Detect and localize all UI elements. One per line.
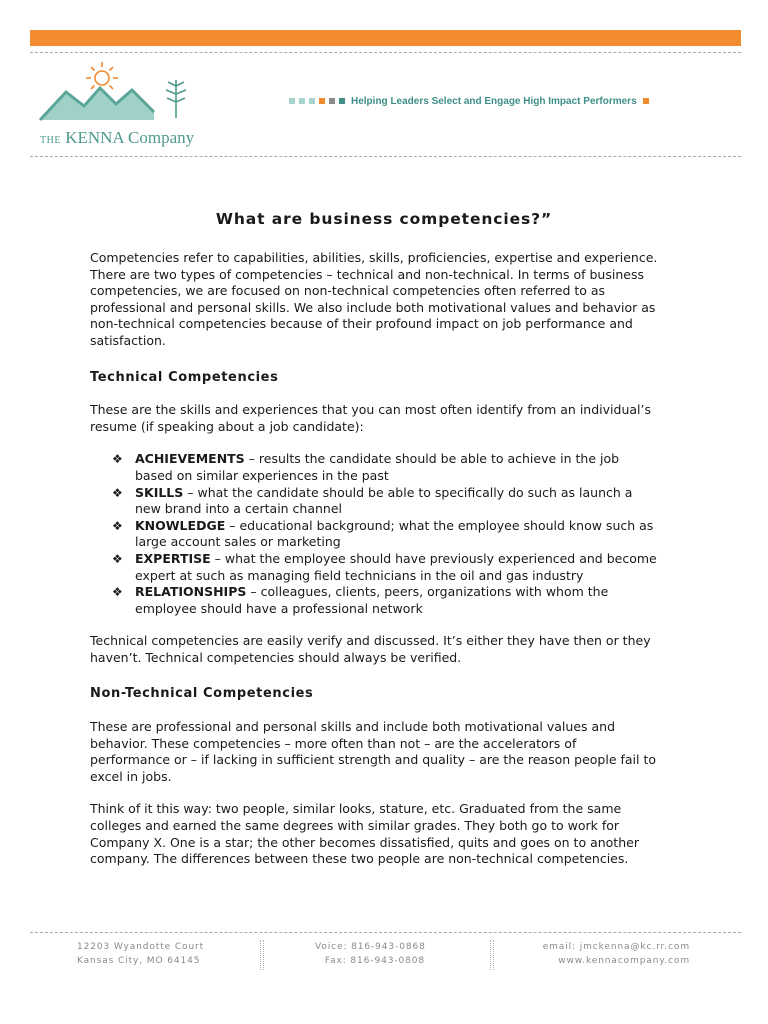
item-term: SKILLS (135, 484, 184, 500)
technical-list (90, 451, 660, 617)
tagline-square (309, 98, 315, 104)
document-title: What are business competencies?” (215, 210, 553, 228)
tagline-square (339, 98, 345, 104)
nontechnical-heading: Non-Technical Competencies (90, 686, 314, 702)
item-description: – what the candidate should be able to specifically do such as launch a new brand into a certain channel (135, 484, 633, 517)
item-term: ACHIEVEMENTS (135, 451, 245, 467)
item-term: EXPERTISE (135, 550, 211, 566)
tagline-square (299, 98, 305, 104)
diamond-bullet-icon: ❖ (112, 452, 123, 467)
list-item (90, 518, 660, 551)
address-line-2: Kansas City, MO 64145 (77, 956, 201, 966)
diamond-bullet-icon: ❖ (112, 485, 123, 500)
tagline-square (329, 98, 335, 104)
item-description: – colleagues, clients, peers, organizations with whom the employee should have a professional network (135, 584, 609, 616)
diamond-bullet-icon: ❖ (112, 551, 123, 566)
voice-number: Voice: 816-943-0868 (315, 942, 426, 952)
kenna-company-logo (36, 60, 216, 152)
tagline-square (319, 98, 325, 104)
email-address: email: jmckenna@kc.rr.com (542, 942, 690, 952)
footer-separator (260, 940, 264, 970)
footer-phone (315, 940, 425, 968)
technical-heading: Technical Competencies (90, 369, 279, 385)
list-item (90, 584, 660, 617)
intro-paragraph: Competencies refer to capabilities, abilities, skills, proficiencies, expertise and experience. There are two types of competencies – technical and non-technical. In terms of business competencies, we are focused on non-technical competencies often referred to as professional and personal skills. We also include both motivational values and behavior as non-technical competencies because of their profound impact on job performance and satisfaction. (90, 250, 658, 348)
tagline-square (289, 98, 295, 104)
document-body (90, 250, 660, 868)
technical-lead-paragraph: These are the skills and experiences that you can most often identify from an individual’s resume (if speaking about a job candidate): (90, 402, 651, 434)
header-divider-bottom (30, 156, 741, 157)
website-link[interactable]: www.kennacompany.com (558, 956, 690, 966)
header-tagline-row (289, 95, 653, 107)
fax-number: Fax: 816-943-0808 (324, 956, 425, 966)
footer (30, 940, 741, 970)
footer-divider (30, 932, 741, 933)
diamond-bullet-icon: ❖ (112, 518, 123, 533)
diamond-bullet-icon: ❖ (112, 585, 123, 600)
item-description: – results the candidate should be able to achieve in the job based on similar experiences in the past (135, 451, 620, 483)
nontechnical-paragraph-1: These are professional and personal skills and include both motivational values and behavior. These competencies – more often than not – are the accelerators of performance or – if lacking in sufficient strength and quality – are the reason people fail to excel in jobs. (90, 719, 657, 784)
list-item (90, 451, 660, 484)
logo-prefix: THE (40, 135, 61, 146)
item-description: – what the employee should have previously experienced and become expert at such as managing field technicians in the oil and gas industry (135, 550, 657, 583)
item-term: KNOWLEDGE (135, 517, 226, 533)
header-divider-top (30, 52, 741, 53)
item-description: – educational background; what the employee should know such as large account sales or marketing (135, 517, 654, 550)
list-item (90, 551, 660, 584)
item-term: RELATIONSHIPS (135, 584, 247, 600)
nontechnical-paragraph-2: Think of it this way: two people, similar looks, stature, etc. Graduated from the same colleges and earned the same degrees with similar grades. They both go to work for Company X. One is a star; the other becomes dissatisfied, quits and goes on to another company. The differences between these two people are non-technical competencies. (90, 801, 639, 867)
list-item (90, 485, 660, 518)
address-line-1: 12203 Wyandotte Court (77, 942, 205, 952)
tagline-square (643, 98, 649, 104)
footer-contact (530, 940, 690, 968)
tagline-text: Helping Leaders Select and Engage High Impact Performers (351, 95, 637, 107)
logo-wordmark (40, 128, 194, 148)
technical-closing-paragraph: Technical competencies are easily verify and discussed. It’s either they have then or they haven’t. Technical competencies should always be verified. (90, 633, 651, 665)
logo-name: KENNA Company (65, 128, 195, 147)
logo-mountain-sun-icon (36, 60, 216, 130)
footer-address (77, 940, 204, 968)
footer-separator (490, 940, 494, 970)
top-accent-bar (30, 30, 741, 46)
